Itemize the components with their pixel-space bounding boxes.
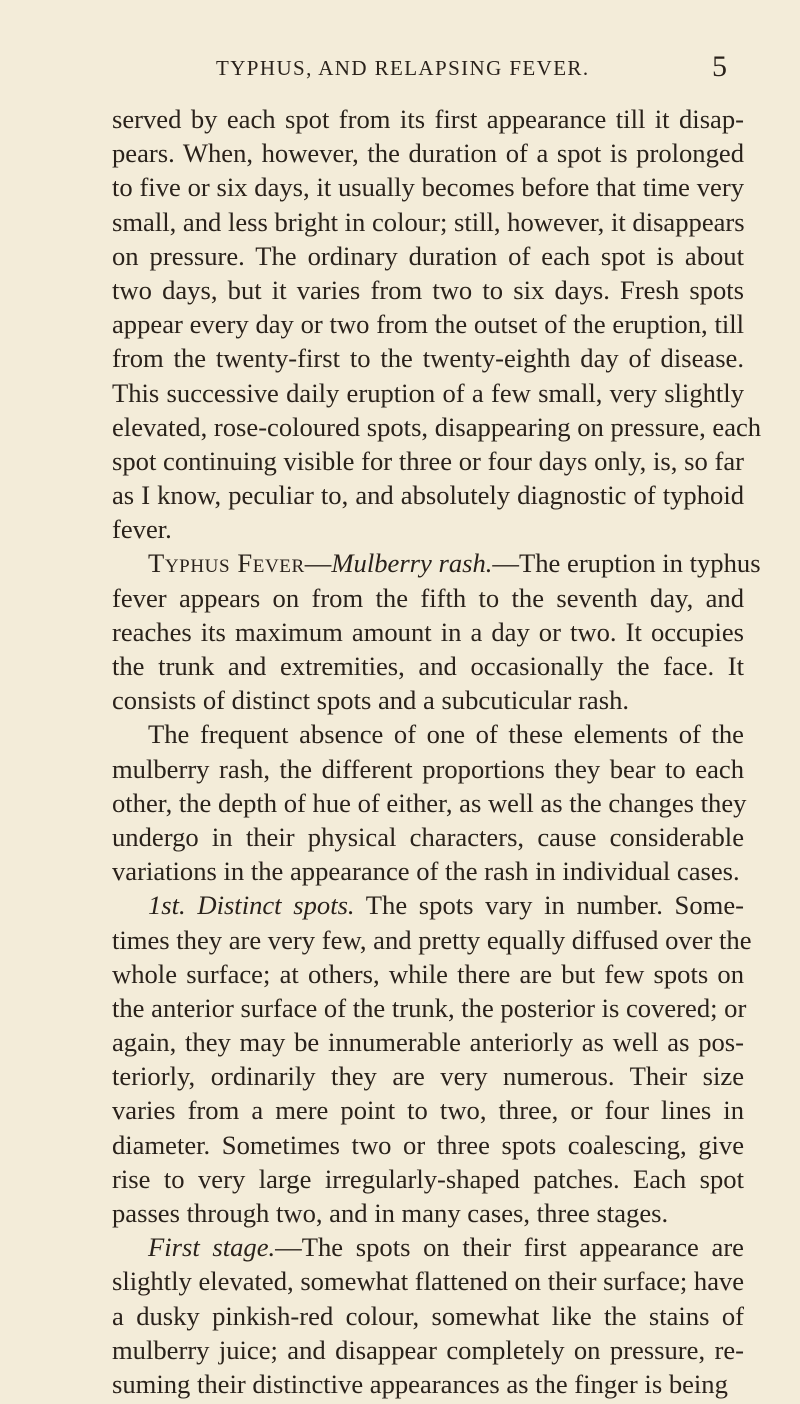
text-line	[112, 1128, 744, 1162]
text-line	[112, 820, 744, 854]
text-line	[112, 136, 744, 170]
text-line	[112, 786, 747, 820]
text-run: —The spots on their first appearance are	[275, 1232, 744, 1263]
text-run: mulberry juice; and disappear completely on pressure, re-	[112, 1334, 744, 1365]
section-heading: Typhus Fever	[148, 548, 305, 579]
page-number: 5	[712, 50, 727, 83]
text-line	[112, 615, 744, 649]
text-run: appear every day or two from the outset of the eruption, till	[112, 309, 744, 340]
text-line	[112, 205, 744, 239]
text-line	[112, 444, 744, 478]
text-line	[112, 923, 752, 957]
text-line	[112, 581, 744, 615]
text-line	[112, 512, 744, 546]
text-run: again, they may be innumerable anteriorly as well as pos-	[112, 1027, 744, 1058]
text-run: varies from a mere point to two, three, or four lines in	[112, 1095, 744, 1126]
text-run: —The eruption in typhus	[492, 548, 761, 579]
text-line	[112, 1333, 744, 1367]
text-run: consists of distinct spots and a subcuticular rash.	[112, 685, 630, 716]
text-run: whole surface; at others, while there are but few spots on	[112, 958, 744, 989]
text-line	[112, 1299, 744, 1333]
text-run: rise to very large irregularly-shaped patches. Each spot	[112, 1163, 744, 1194]
text-run: reaches its maximum amount in a day or two. It occupies	[112, 616, 744, 647]
text-line	[112, 1093, 744, 1127]
text-run: diameter. Sometimes two or three spots coalescing, give	[112, 1129, 744, 1160]
text-line	[112, 717, 744, 751]
text-line	[112, 1264, 744, 1298]
text-run: The spots vary in number. Some-	[354, 890, 744, 921]
text-run: fever appears on from the fifth to the seventh day, and	[112, 582, 744, 613]
text-line	[112, 410, 762, 444]
text-line	[112, 1059, 744, 1093]
text-line	[112, 752, 744, 786]
text-run: The frequent absence of one of these elements of the	[148, 719, 744, 750]
text-line	[112, 1162, 744, 1196]
text-run: pears. When, however, the duration of a spot is prolonged	[112, 138, 744, 169]
text-run: fever.	[112, 514, 172, 545]
text-line	[112, 1196, 744, 1230]
text-run: to five or six days, it usually becomes before that time very	[112, 172, 744, 203]
running-title: TYPHUS, AND RELAPSING FEVER.	[216, 56, 590, 80]
text-line	[112, 1025, 744, 1059]
text-run: from the twenty-first to the twenty-eighth day of disease.	[112, 343, 744, 374]
text-run: variations in the appearance of the rash in individual cases.	[112, 856, 740, 887]
text-line	[112, 239, 744, 273]
text-run: on pressure. The ordinary duration of each spot is about	[112, 240, 744, 271]
text-run: This successive daily eruption of a few small, very slightly	[112, 377, 744, 408]
text-line	[112, 1367, 744, 1401]
text-line	[112, 854, 744, 888]
text-run: undergo in their physical characters, cause considerable	[112, 821, 744, 852]
text-run: a dusky pinkish-red colour, somewhat like the stains of	[112, 1300, 744, 1331]
text-run: other, the depth of hue of either, as well as the changes they	[112, 787, 747, 818]
body-text	[112, 102, 762, 1401]
text-run: suming their distinctive appearances as the finger is being	[112, 1368, 728, 1399]
text-run: as I know, peculiar to, and absolutely diagnostic of typhoid	[112, 480, 744, 511]
text-run: teriorly, ordinarily they are very numerous. Their size	[112, 1061, 744, 1092]
text-line	[112, 341, 744, 375]
text-run: mulberry rash, the different proportions they bear to each	[112, 753, 744, 784]
running-head	[0, 50, 800, 86]
text-line	[112, 991, 747, 1025]
text-line	[112, 273, 744, 307]
text-run: two days, but it varies from two to six days. Fresh spots	[112, 274, 744, 305]
text-line	[112, 546, 761, 580]
text-line	[112, 170, 744, 204]
text-run: —	[304, 548, 332, 579]
text-line	[112, 1230, 744, 1264]
text-run: small, and less bright in colour; still, however, it disappears	[112, 206, 745, 237]
text-run: the anterior surface of the trunk, the posterior is covered; or	[112, 992, 747, 1023]
italic-phrase: 1st. Distinct spots.	[148, 890, 355, 921]
text-line	[112, 102, 744, 136]
italic-phrase: Mulberry rash.	[331, 548, 493, 579]
text-line	[112, 683, 744, 717]
text-run: times they are very few, and pretty equally diffused over the	[112, 924, 752, 955]
italic-phrase: First stage.	[148, 1232, 276, 1263]
text-run: the trunk and extremities, and occasionally the face. It	[112, 651, 744, 681]
text-run: slightly elevated, somewhat flattened on their surface; have	[112, 1266, 745, 1297]
text-line	[112, 307, 744, 341]
text-run: passes through two, and in many cases, three stages.	[112, 1198, 669, 1228]
text-line	[112, 478, 744, 512]
text-line	[112, 649, 744, 683]
text-line	[112, 888, 744, 922]
text-line	[112, 957, 744, 991]
text-run: spot continuing visible for three or four days only, is, so far	[112, 445, 744, 476]
text-run: elevated, rose-coloured spots, disappearing on pressure, each	[112, 411, 762, 442]
text-run: served by each spot from its first appearance till it disap-	[112, 104, 744, 134]
text-line	[112, 376, 744, 410]
